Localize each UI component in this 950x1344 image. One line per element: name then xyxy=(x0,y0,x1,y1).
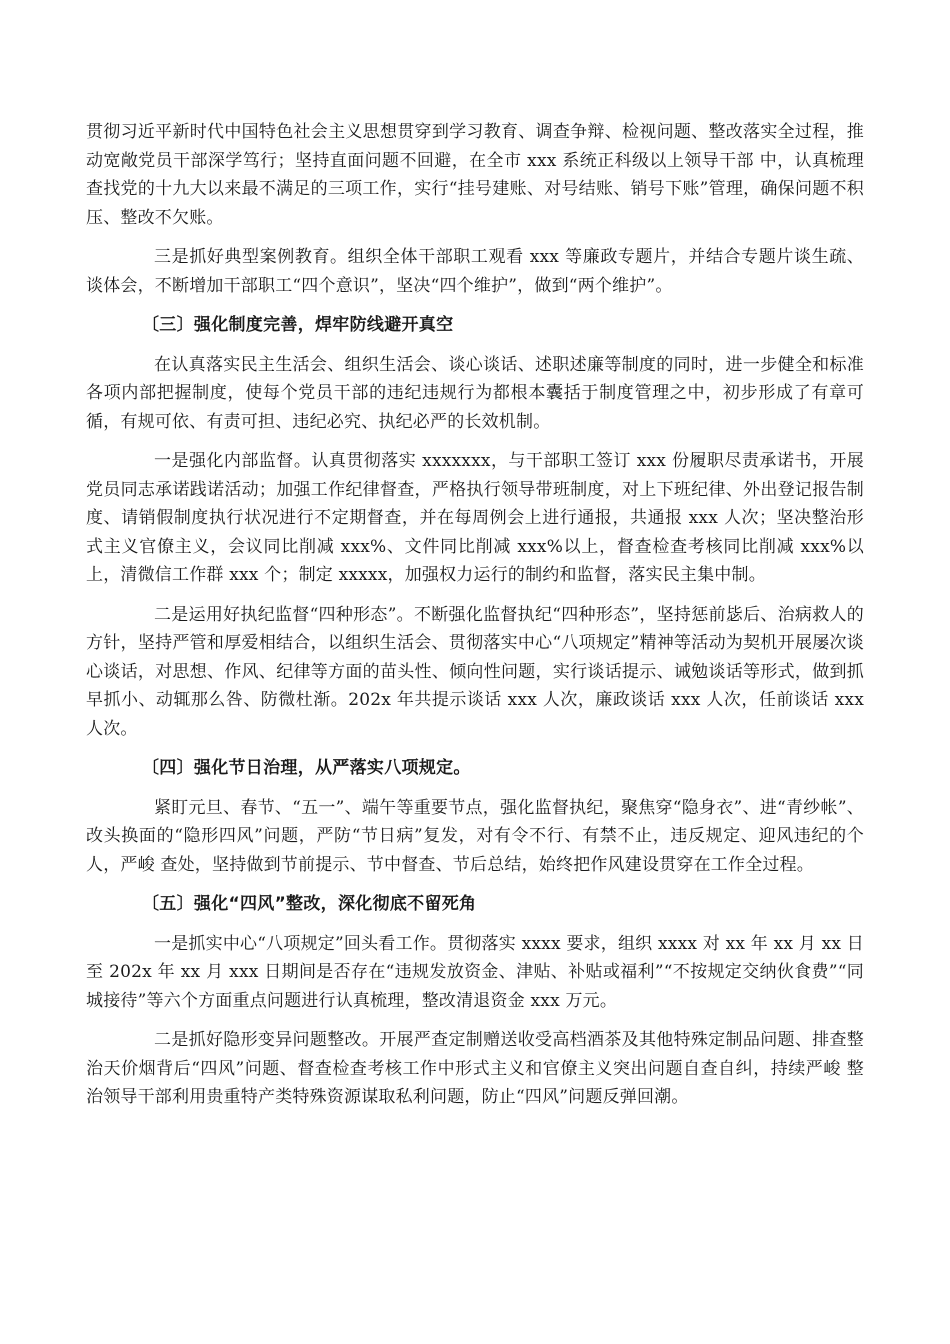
paragraph-case-education: 三是抓好典型案例教育。组织全体干部职工观看 xxx 等廉政专题片，并结合专题片谈生疏、谈体会，不断增加干部职工“四个意识”，坚决“四个维护”，做到“两个维护”。 xyxy=(86,247,864,296)
paragraph-internal-supervision: 一是强化内部监督。认真贯彻落实 xxxxxxx，与干部职工签订 xxx 份履职尽责承诺书，开展党员同志承诺践诺活动；加强工作纪律督查，严格执行领导带班制度，对上下班纪律、外出登记报告制度、请销假制度执行状况进行不定期督查，并在每周例会上进行通报，共通报 xxx 人次；坚决整治形式主义官僚主义，会议同比削减 xxx%、文件同比削减 xxx%以上，督查检查考核同比削减 xxx%以上，清微信工作群 xxx 个；制定 xxxxx，加强权力运行的制约和监督，落实民主集中制。 xyxy=(86,451,864,585)
paragraph-system-improvement: 在认真落实民主生活会、组织生活会、谈心谈话、述职述廉等制度的同时，进一步健全和标准各项内部把握制度，使每个党员干部的违纪违规行为都根本囊括于制度管理之中，初步形成了有章可循，有规可依、有责可担、违纪必究、执纪必严的长效机制。 xyxy=(86,354,864,432)
section-heading-5: 〔五〕强化“四风”整改，深化彻底不留死角 xyxy=(142,894,477,914)
paragraph-holiday-governance: 紧盯元旦、春节、“五一”、端午等重要节点，强化监督执纪，聚焦穿“隐身衣”、进“青纱帐”、改头换面的“隐形四风”问题，严防“节日病”复发，对有令不行、有禁不止，违反规定、迎风违纪的个人，严峻 查处，坚持做到节前提示、节中督查、节后总结，始终把作风建设贯穿在工作全过程。 xyxy=(86,797,864,875)
section-heading-3: 〔三〕强化制度完善，焊牢防线避开真空 xyxy=(142,315,454,335)
paragraph-four-forms: 二是运用好执纪监督“四种形态”。不断强化监督执纪“四种形态”，坚持惩前毖后、治病救人的方针，坚持严管和厚爱相结合，以组织生活会、贯彻落实中心“八项规定”精神等活动为契机开展屡次谈心谈话，对思想、作风、纪律等方面的苗头性、倾向性问题，实行谈话提示、诫勉谈话等形式，做到抓早抓小、动辄那么咎、防微杜渐。202x 年共提示谈话 xxx 人次，廉政谈话 xxx 人次，任前谈话 xxx 人次。 xyxy=(86,604,864,739)
document-page xyxy=(86,118,864,1123)
paragraph-hidden-variant-problems: 二是抓好隐形变异问题整改。开展严查定制赠送收受高档酒茶及其他特殊定制品问题、排查整治天价烟背后“四风”问题、督查检查考核工作中形式主义和官僚主义突出问题自查自纠，持续严峻 整治领导干部利用贵重特产类特殊资源谋取私利问题，防止“四风”问题反弹回潮。 xyxy=(86,1030,864,1107)
paragraph-study-education: 贯彻习近平新时代中国特色社会主义思想贯穿到学习教育、调查争辩、检视问题、整改落实全过程，推动宽敞党员干部深学笃行；坚持直面问题不回避，在全市 xxx 系统正科级以上领导干部 中，认真梳理查找党的十九大以来最不满足的三项工作，实行“挂号建账、对号结账、销号下账”管理，确保问题不积压、整改不欠账。 xyxy=(86,122,864,228)
section-heading-4: 〔四〕强化节日治理，从严落实八项规定。 xyxy=(142,758,471,778)
paragraph-eight-rules-review: 一是抓实中心“八项规定”回头看工作。贯彻落实 xxxx 要求，组织 xxxx 对 xx 年 xx 月 xx 日至 202x 年 xx 月 xxx 日期间是否存在“违规发放资金、津贴、补贴或福利”“不按规定交纳伙食费”“同城接待”等六个方面重点问题进行认真梳理，整改清退资金 xxx 万元。 xyxy=(86,933,864,1011)
